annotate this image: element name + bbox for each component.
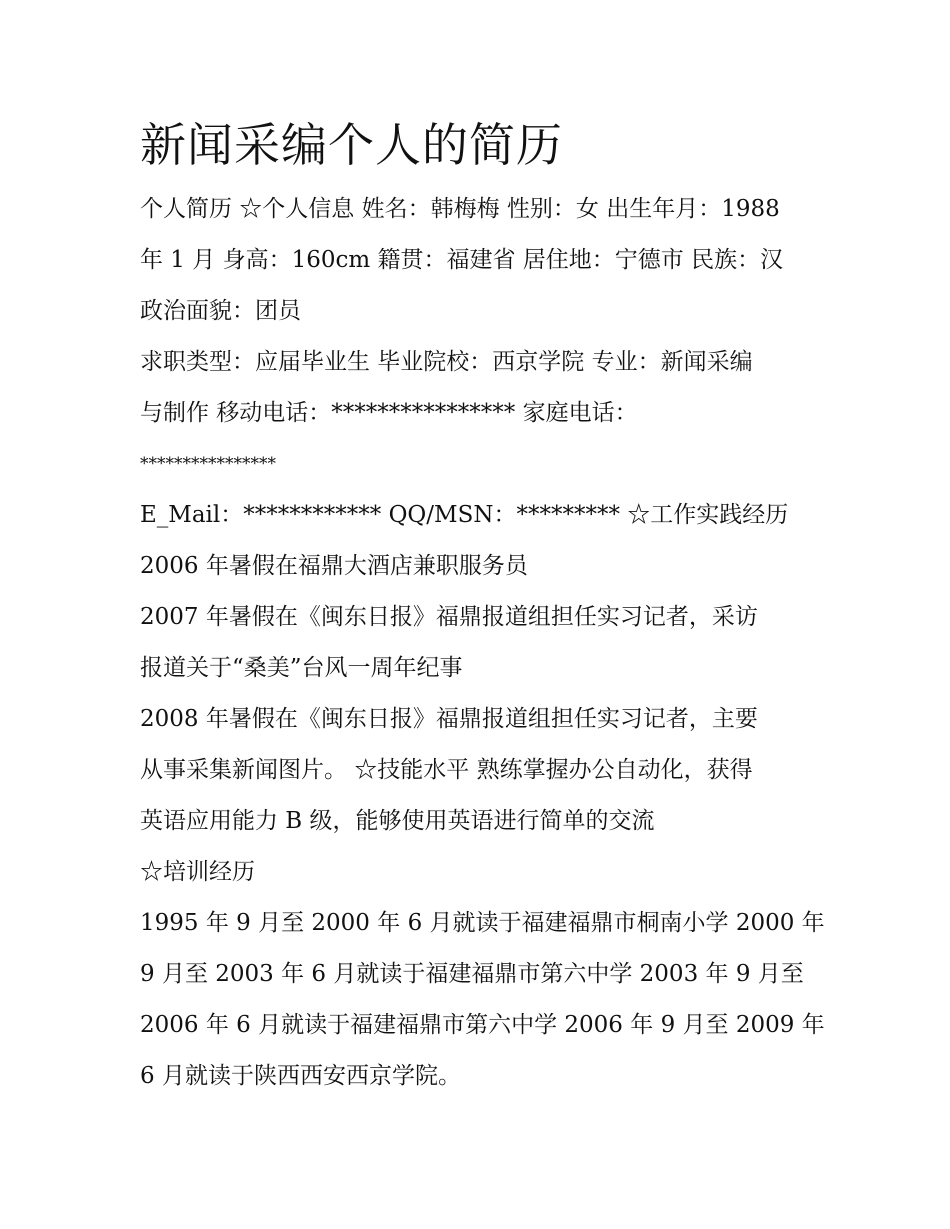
- text-line: 求职类型：应届毕业生 毕业院校：西京学院 专业：新闻采编: [140, 349, 753, 375]
- text-line: ☆培训经历: [140, 859, 255, 885]
- text-line: 报道关于“桑美”台风一周年纪事: [140, 655, 463, 681]
- text-line: 9 月至 2003 年 6 月就读于福建福鼎市第六中学 2003 年 9 月至: [140, 961, 804, 987]
- text-line: 1995 年 9 月至 2000 年 6 月就读于福建福鼎市桐南小学 2000 年: [140, 910, 825, 936]
- text-line: 从事采集新闻图片。 ☆技能水平 熟练掌握办公自动化，获得: [140, 757, 753, 783]
- text-line: ****************: [140, 454, 276, 474]
- text-line: 2006 年暑假在福鼎大酒店兼职服务员: [140, 553, 528, 579]
- document-page: [140, 112, 825, 1102]
- text-line: 个人简历 ☆个人信息 姓名：韩梅梅 性别：女 出生年月：1988: [140, 196, 780, 222]
- text-line: 2007 年暑假在《闽东日报》福鼎报道组担任实习记者，采访: [140, 604, 758, 630]
- text-line: 年 1 月 身高：160cm 籍贯：福建省 居住地：宁德市 民族：汉: [140, 247, 784, 273]
- text-line: 2008 年暑假在《闽东日报》福鼎报道组担任实习记者，主要: [140, 706, 758, 732]
- text-line: 政治面貌：团员: [140, 298, 301, 324]
- text-line: E_Mail：************ QQ/MSN：********* ☆工作实践经历: [140, 502, 789, 528]
- text-line: 与制作 移动电话：**************** 家庭电话：: [140, 400, 638, 426]
- text-line: 6 月就读于陕西西安西京学院。: [140, 1063, 461, 1089]
- text-line: 2006 年 6 月就读于福建福鼎市第六中学 2006 年 9 月至 2009 年: [140, 1012, 825, 1038]
- text-line: 英语应用能力 B 级，能够使用英语进行简单的交流: [140, 808, 655, 834]
- document-title: 新闻采编个人的简历: [140, 118, 563, 172]
